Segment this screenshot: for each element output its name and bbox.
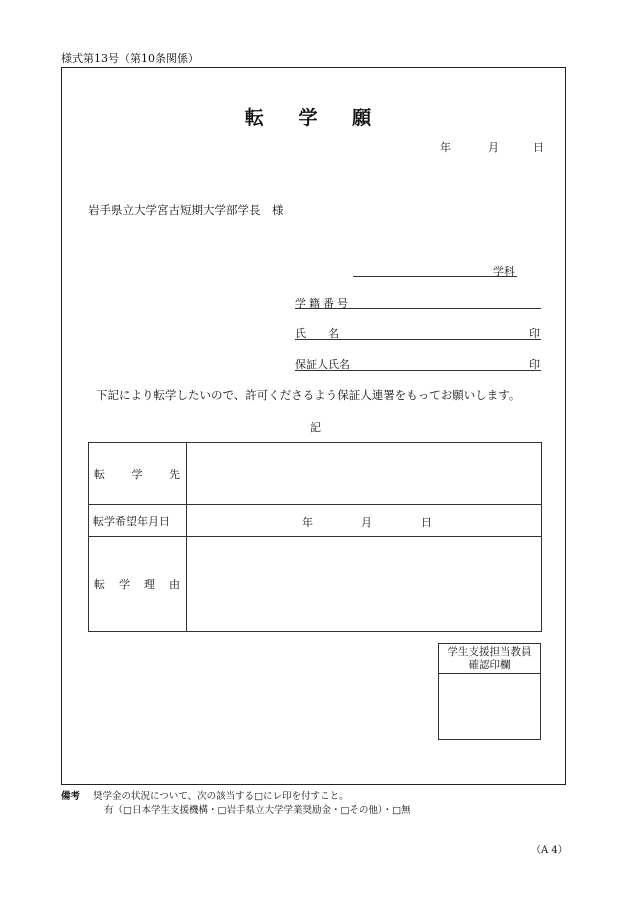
guarantor-field-line[interactable] (295, 370, 541, 371)
table-row (89, 443, 542, 505)
desired-date-label: 転学希望年月日 (89, 505, 187, 537)
desired-date-cell[interactable] (187, 505, 542, 537)
destination-label: 転 学 先 (94, 467, 180, 481)
confirmation-box-line1: 学生支援担当教員 (447, 646, 532, 658)
guarantor-seal-mark: 印 (529, 358, 540, 371)
name-seal-mark: 印 (529, 327, 540, 340)
reason-value-cell[interactable] (187, 537, 542, 632)
desired-date-month: 月 (361, 515, 372, 529)
form-number: 様式第13号（第10条関係） (61, 52, 199, 65)
name-field-line[interactable] (295, 339, 541, 340)
ki-heading: 記 (310, 421, 321, 434)
name-label: 氏 名 (295, 327, 339, 340)
remarks-label: 備考 (61, 791, 81, 802)
desired-date-year: 年 (302, 515, 313, 529)
date-month: 月 (488, 141, 499, 154)
form-title: 転 学 願 (244, 107, 386, 129)
table-row (89, 537, 542, 632)
remarks-line1: 奨学金の状況について、次の該当する□にレ印を付すこと。 (93, 791, 349, 802)
confirmation-seal-area[interactable] (439, 674, 540, 738)
destination-label-cell (89, 443, 187, 505)
addressee: 岩手県立大学宮古短期大学部学長 様 (88, 203, 284, 217)
department-suffix: 学科 (493, 265, 515, 278)
destination-value-cell[interactable] (187, 443, 542, 505)
student-number-field-line[interactable] (295, 308, 541, 309)
request-text: 下記により転学したいので、許可くださるよう保証人連署をもってお願いします。 (96, 388, 521, 402)
table-row (89, 505, 542, 537)
reason-label-cell (89, 537, 187, 632)
transfer-details-table (88, 442, 542, 632)
remarks-line2: 有（□日本学生支援機構・□岩手県立大学学業奨励金・□その他）・□無 (104, 805, 411, 816)
confirmation-box-header (439, 644, 540, 674)
reason-label: 転 学 理 由 (94, 578, 180, 591)
confirmation-box-line2: 確認印欄 (468, 659, 511, 671)
paper-size-note: （A 4） (531, 845, 568, 856)
guarantor-label: 保証人氏名 (295, 358, 350, 371)
desired-date-day: 日 (421, 515, 432, 529)
staff-confirmation-box (438, 643, 541, 740)
student-number-label: 学籍番号 (295, 297, 351, 310)
date-year: 年 (440, 141, 451, 154)
date-day: 日 (533, 141, 544, 154)
